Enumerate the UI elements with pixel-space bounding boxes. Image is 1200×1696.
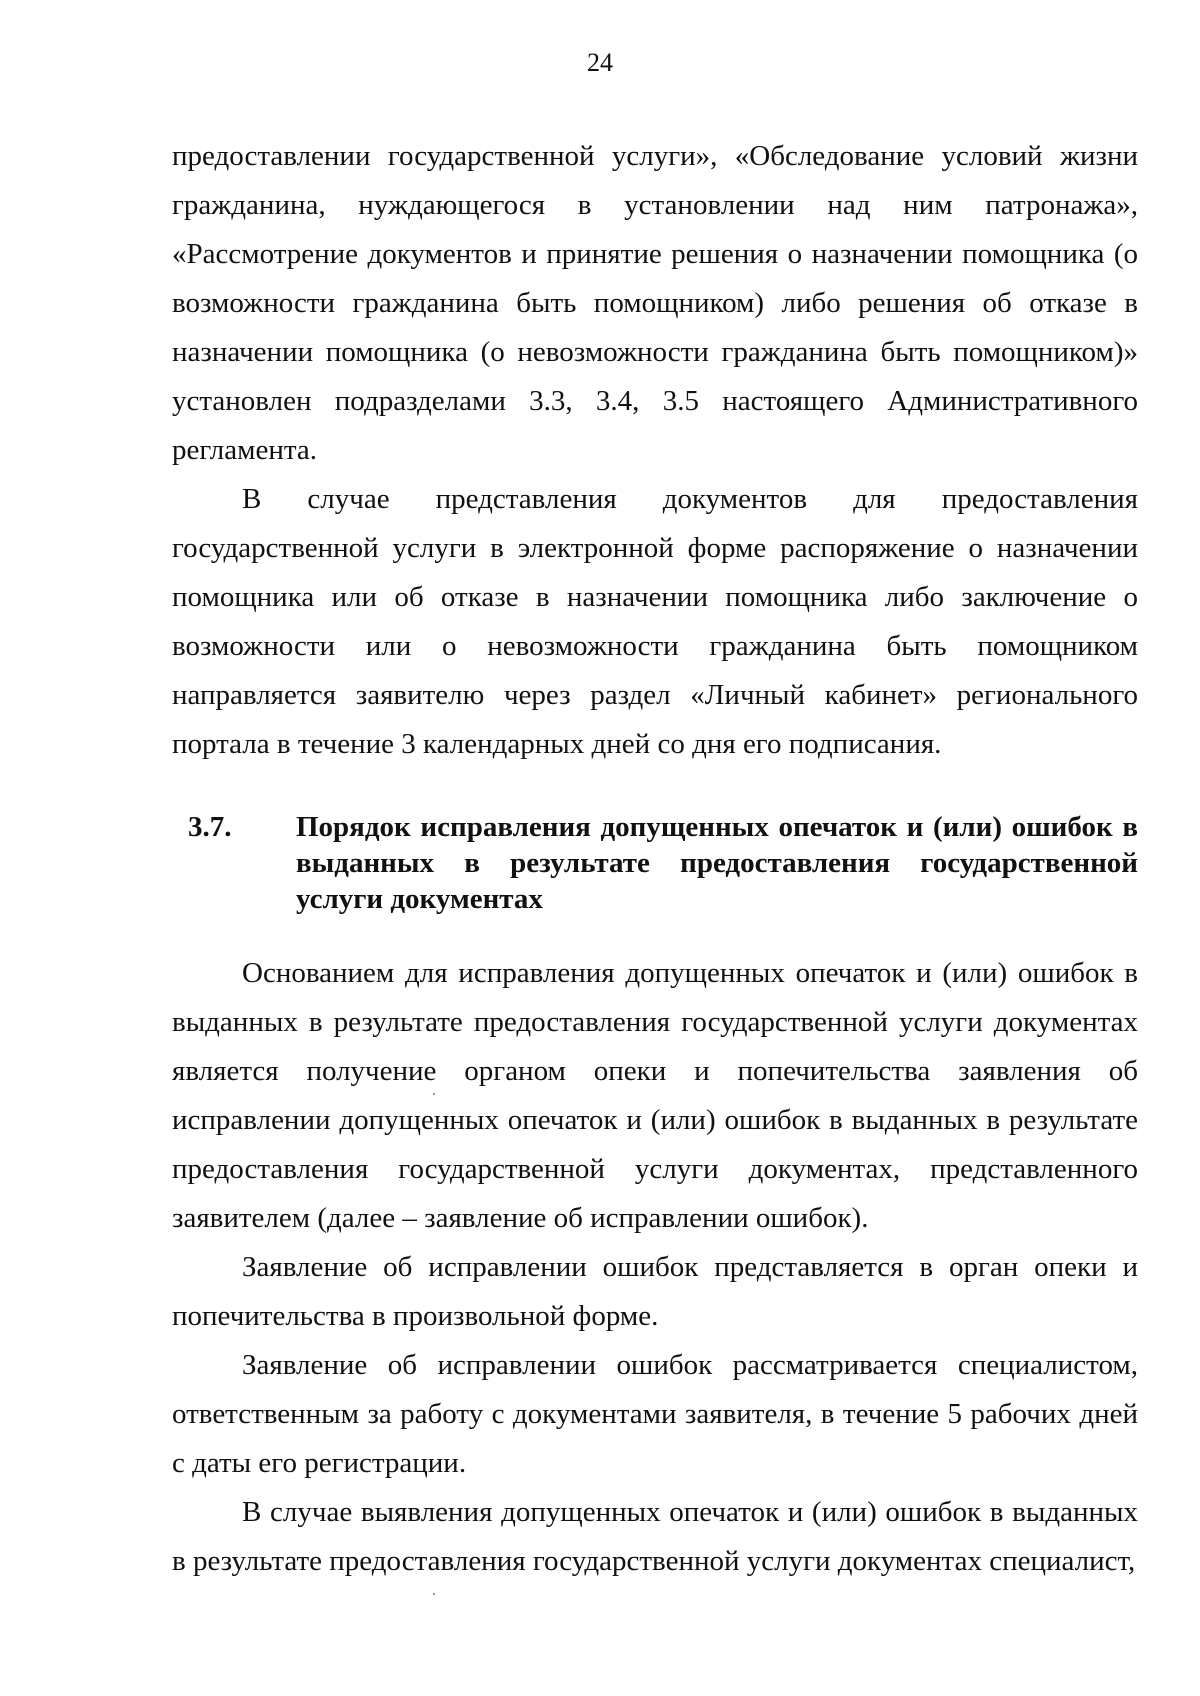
paragraph-grounds-for-correction: Основанием для исправления допущенных опечаток и (или) ошибок в выданных в результате предоставления государственной услуги документах является получение органом опеки и попечительства заявления об исправлении допущенных опечаток и (или) ошибок в выданных в результате предоставления государственной услуги документах, представленного заявителем (далее – заявление об исправлении ошибок). bbox=[172, 957, 1138, 1234]
document-body bbox=[172, 132, 1138, 1586]
scan-speck bbox=[433, 1593, 435, 1595]
paragraph-continued: предоставлении государственной услуги», «Обследование условий жизни гражданина, нуждающегося в установлении над ним патронажа», «Рассмотрение документов и принятие решения о назначении помощника (о возможности гражданина быть помощником) либо решения об отказе в назначении помощника (о невозможности гражданина быть помощником)» установлен подразделами 3.3, 3.4, 3.5 настоящего Административного регламента. bbox=[172, 140, 1138, 466]
scan-speck bbox=[433, 1093, 435, 1095]
section-heading bbox=[172, 809, 1138, 917]
paragraph-electronic-form: В случае представления документов для предоставления государственной услуги в электронной форме распоряжение о назначении помощника или об отказе в назначении помощника либо заключение о возможности или о невозможности гражданина быть помощником направляется заявителю через раздел «Личный кабинет» регионального портала в течение 3 календарных дней со дня его подписания. bbox=[172, 483, 1138, 760]
paragraph-application-form: Заявление об исправлении ошибок представляется в орган опеки и попечительства в произвольной форме. bbox=[172, 1251, 1138, 1332]
page-number: 24 bbox=[587, 48, 613, 77]
paragraph-errors-detected: В случае выявления допущенных опечаток и (или) ошибок в выданных в результате предоставления государственной услуги документах специалист, bbox=[172, 1496, 1138, 1577]
section-title: Порядок исправления допущенных опечаток и (или) ошибок в выданных в результате предоставления государственной услуги документах bbox=[296, 811, 1138, 915]
section-number: 3.7. bbox=[188, 811, 232, 843]
paragraph-review-period: Заявление об исправлении ошибок рассматривается специалистом, ответственным за работу с документами заявителя, в течение 5 рабочих дней с даты его регистрации. bbox=[172, 1349, 1138, 1479]
